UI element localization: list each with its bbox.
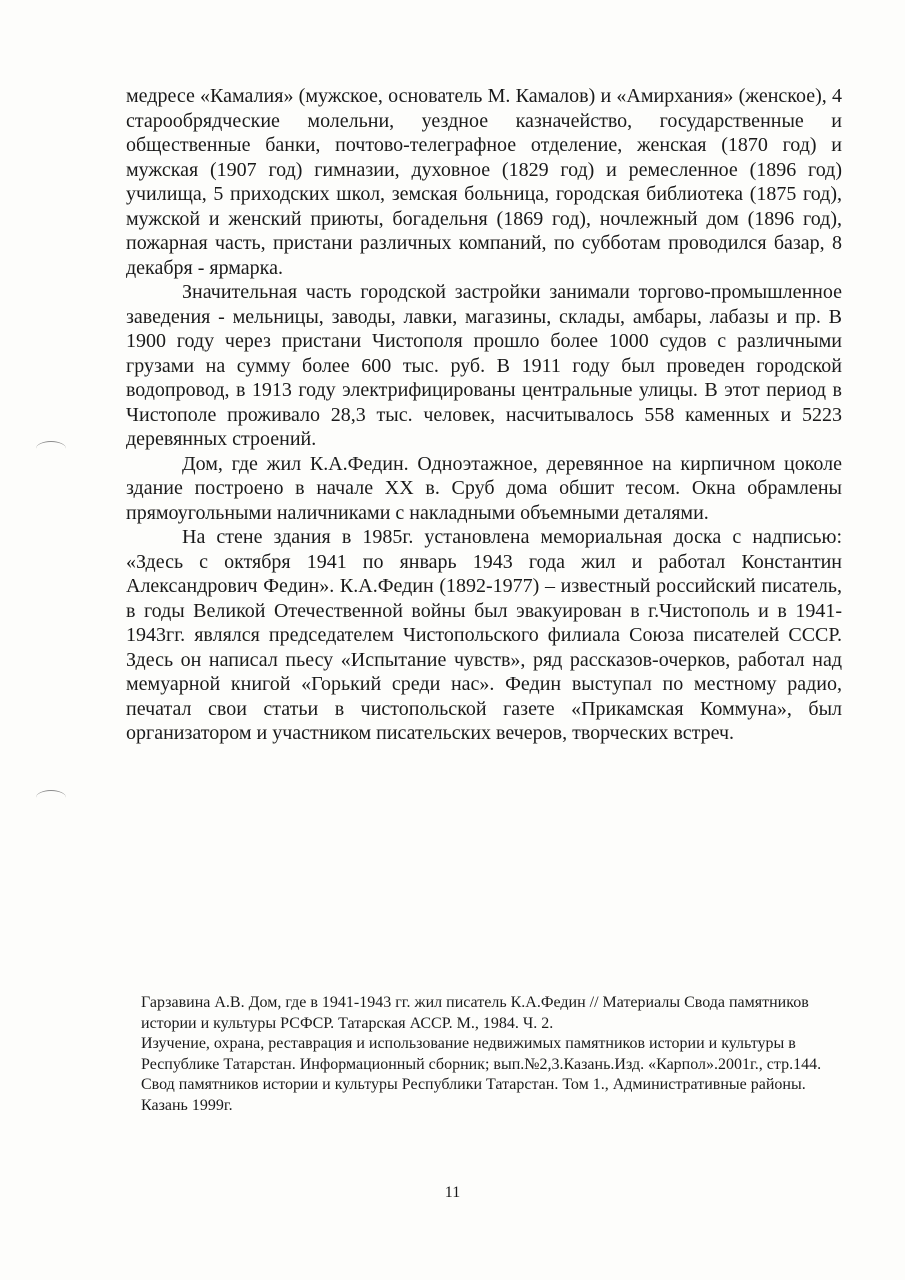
reference-item: Гарзавина А.В. Дом, где в 1941-1943 гг. жил писатель К.А.Федин // Материалы Свода памятников истории и культуры РСФСР. Татарская АССР. М., 1984. Ч. 2. — [141, 994, 809, 1032]
body-text — [126, 84, 842, 746]
paragraph-memorial-plaque: На стене здания в 1985г. установлена мемориальная доска с надписью: «Здесь с октября 1941 по январь 1943 года жил и работал Константин Александрович Федин». К.А.Федин (1892-1977) – известный российский писатель, в годы Великой Отечественной войны был эвакуирован в г.Чистополь и в 1941-1943гг. являлся председателем Чистопольского филиала Союза писателей СССР. Здесь он написал пьесу «Испытание чувств», ряд рассказов-очерков, работал над мемуарной книгой «Горький среди нас». Федин выступал по местному радио, печатал свои статьи в чистопольской газете «Прикамская Коммуна», был организатором и участником писательских вечеров, творческих встреч. — [126, 526, 842, 744]
punch-hole-mark — [36, 441, 66, 456]
page-number: 11 — [444, 1184, 461, 1201]
punch-hole-mark — [36, 790, 66, 805]
paragraph-fedin-house: Дом, где жил К.А.Федин. Одноэтажное, деревянное на кирпичном цоколе здание построено в начале XX в. Сруб дома обшит тесом. Окна обрамлены прямоугольными наличниками с накладными объемными деталями. — [126, 452, 842, 524]
references — [141, 993, 841, 1116]
reference-item: Свод памятников истории и культуры Республики Татарстан. Том 1., Административные районы. Казань 1999г. — [141, 1076, 806, 1114]
paragraph-continued: медресе «Камалия» (мужское, основатель М. Камалов) и «Амирхания» (женское), 4 старообрядческие молельни, уездное казначейство, государственные и общественные банки, почтово-телеграфное отделение, женская (1870 год) и мужская (1907 год) гимназии, духовное (1829 год) и ремесленное (1896 год) училища, 5 приходских школ, земская больница, городская библиотека (1875 год), мужской и женский приюты, богадельня (1869 год), ночлежный дом (1896 год), пожарная часть, пристани различных компаний, по субботам проводился базар, 8 декабря - ярмарка. — [126, 85, 842, 279]
paragraph-commercial-buildings: Значительная часть городской застройки занимали торгово-промышленное заведения - мельницы, заводы, лавки, магазины, склады, амбары, лабазы и пр. В 1900 году через пристани Чистополя прошло более 1000 судов с различными грузами на сумму более 600 тыс. руб. В 1911 году был проведен городской водопровод, в 1913 году электрифицированы центральные улицы. В этот период в Чистополе проживало 28,3 тыс. человек, насчитывалось 558 каменных и 5223 деревянных строений. — [126, 281, 842, 450]
reference-item: Изучение, охрана, реставрация и использование недвижимых памятников истории и культуры в Республике Татарстан. Информационный сборник; вып.№2,3.Казань.Изд. «Карпол».2001г., стр.144. — [141, 1035, 822, 1073]
